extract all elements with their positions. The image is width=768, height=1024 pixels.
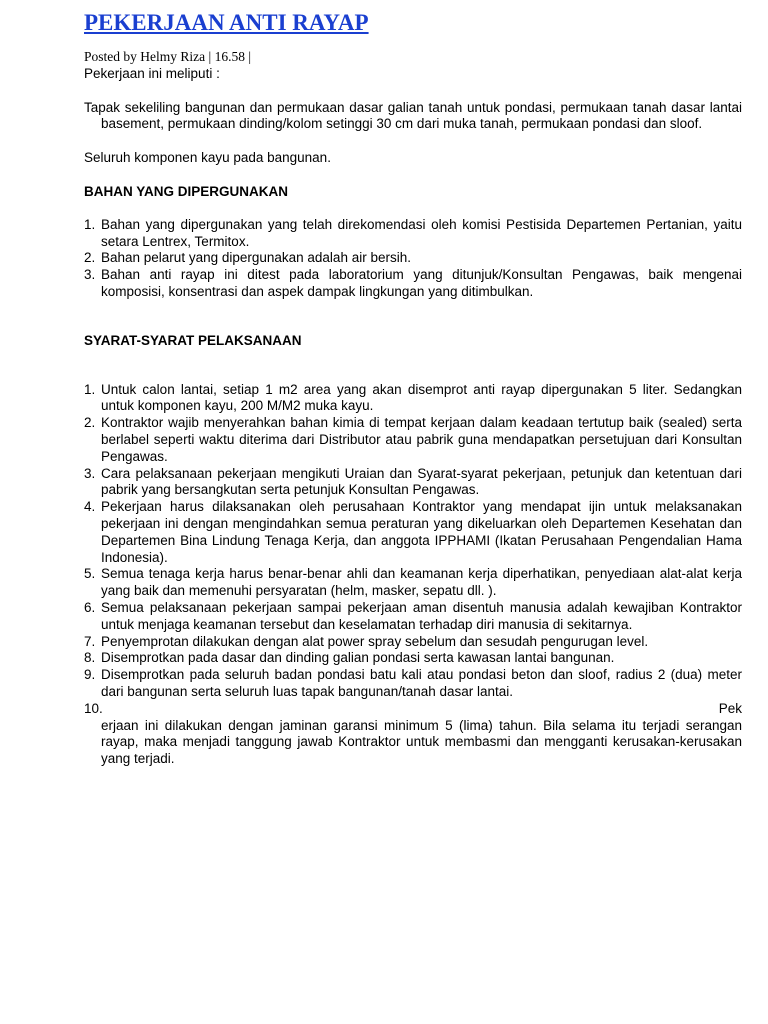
section-heading-requirements: SYARAT-SYARAT PELAKSANAAN	[84, 332, 302, 348]
list-item	[84, 499, 742, 566]
list-text: Semua tenaga kerja harus benar-benar ahli dan keamanan kerja diperhatikan, penyediaan alat-alat kerja yang baik dan memenuhi persyaratan (helm, masker, sepatu dll. ).	[101, 566, 742, 599]
list-number: 9.	[84, 667, 96, 683]
list-item	[84, 634, 742, 651]
scope-paragraph-1: Tapak sekeliling bangunan dan permukaan dasar galian tanah untuk pondasi, permukaan tanah dasar lantai basement, permukaan dinding/kolom setinggi 30 cm dari muka tanah, permukaan pondasi dan sloof.	[84, 99, 742, 132]
list-text: Cara pelaksanaan pekerjaan mengikuti Uraian dan Syarat-syarat pekerjaan, petunjuk dan ketentuan dari pabrik yang bersangkutan serta petunjuk Konsultan Pengawas.	[101, 465, 742, 498]
list-item	[84, 382, 742, 416]
list-text: Disemprotkan pada dasar dan dinding galian pondasi serta kawasan lantai bangunan.	[101, 650, 615, 666]
section-heading-materials: BAHAN YANG DIPERGUNAKAN	[84, 183, 289, 199]
list-number: 8.	[84, 650, 96, 666]
page-title[interactable]: PEKERJAAN ANTI RAYAP	[84, 10, 369, 35]
list-number: 1.	[84, 381, 96, 397]
list-number: 10.	[84, 700, 103, 716]
list-number: 5.	[84, 566, 96, 582]
list-number: 3.	[84, 267, 96, 283]
list-text: Untuk calon lantai, setiap 1 m2 area yang akan disemprot anti rayap dipergunakan 5 liter. Sedangkan untuk komponen kayu, 200 M/M2 muka kayu.	[101, 381, 742, 414]
list-text: Kontraktor wajib menyerahkan bahan kimia di tempat kerjaan dalam keadaan tertutup baik (sealed) serta berlabel seperti waktu diterima dari Distributor atau pabrik guna mendapatkan persetujuan dari Konsultan Pengawas.	[101, 415, 742, 464]
list-text: Bahan anti rayap ini ditest pada laboratorium yang ditunjuk/Konsultan Pengawas, baik mengenai komposisi, konsentrasi dan aspek dampak lingkungan yang ditimbulkan.	[101, 267, 742, 299]
materials-list	[84, 217, 742, 301]
intro-text: Pekerjaan ini meliputi :	[84, 65, 220, 81]
list-text: erjaan ini dilakukan dengan jaminan garansi minimum 5 (lima) tahun. Bila selama itu terjadi serangan rayap, maka menjadi tanggung jawab Kontraktor untuk membasmi dan mengganti kerusakan-kerusakan yang terjadi.	[101, 717, 742, 767]
list-item	[84, 701, 742, 768]
list-item	[84, 667, 742, 701]
list-item	[84, 466, 742, 500]
list-text: Bahan yang dipergunakan yang telah direkomendasi oleh komisi Pestisida Departemen Pertanian, yaitu setara Lentrex, Termitox.	[101, 216, 742, 249]
requirements-list	[84, 382, 742, 768]
list-item	[84, 217, 742, 251]
list-item	[84, 250, 742, 267]
list-item	[84, 566, 742, 600]
list-number: 1.	[84, 216, 96, 232]
list-text: Bahan pelarut yang dipergunakan adalah air bersih.	[101, 250, 411, 266]
list-number: 7.	[84, 633, 96, 649]
list-text: Disemprotkan pada seluruh badan pondasi batu kali atau pondasi beton dan sloof, radius 2 (dua) meter dari bangunan serta seluruh luas tapak bangunan/tanah dasar lantai.	[101, 667, 742, 699]
list-number: 4.	[84, 499, 96, 515]
list-item	[84, 650, 742, 667]
list-number: 2.	[84, 250, 96, 266]
list-item	[84, 415, 742, 465]
list-text-first-fragment: Pek	[718, 700, 742, 716]
list-item	[84, 600, 742, 634]
list-number: 2.	[84, 415, 96, 431]
list-text: Semua pelaksanaan pekerjaan sampai pekerjaan aman disentuh manusia adalah kewajiban Kontraktor untuk menjaga keamanan tersebut dan keselamatan terhadap diri manusia di sekitarnya.	[101, 599, 742, 632]
list-item	[84, 267, 742, 301]
list-number: 3.	[84, 465, 96, 481]
list-number: 6.	[84, 599, 96, 615]
list-text: Pekerjaan harus dilaksanakan oleh perusahaan Kontraktor yang mendapat ijin untuk melaksanakan pekerjaan ini dengan mengindahkan semua peraturan yang dikeluarkan oleh Departemen Kesehatan dan Departemen Bina Lindung Tenaga Kerja, dan anggota IPPHAMI (Ikatan Perusahaan Pengendalian Hama Indonesia).	[101, 499, 742, 565]
post-meta: Posted by Helmy Riza | 16.58 |	[84, 49, 252, 64]
scope-paragraph-2: Seluruh komponen kayu pada bangunan.	[84, 150, 331, 166]
list-text: Penyemprotan dilakukan dengan alat power spray sebelum dan sesudah pengurugan level.	[101, 633, 649, 649]
